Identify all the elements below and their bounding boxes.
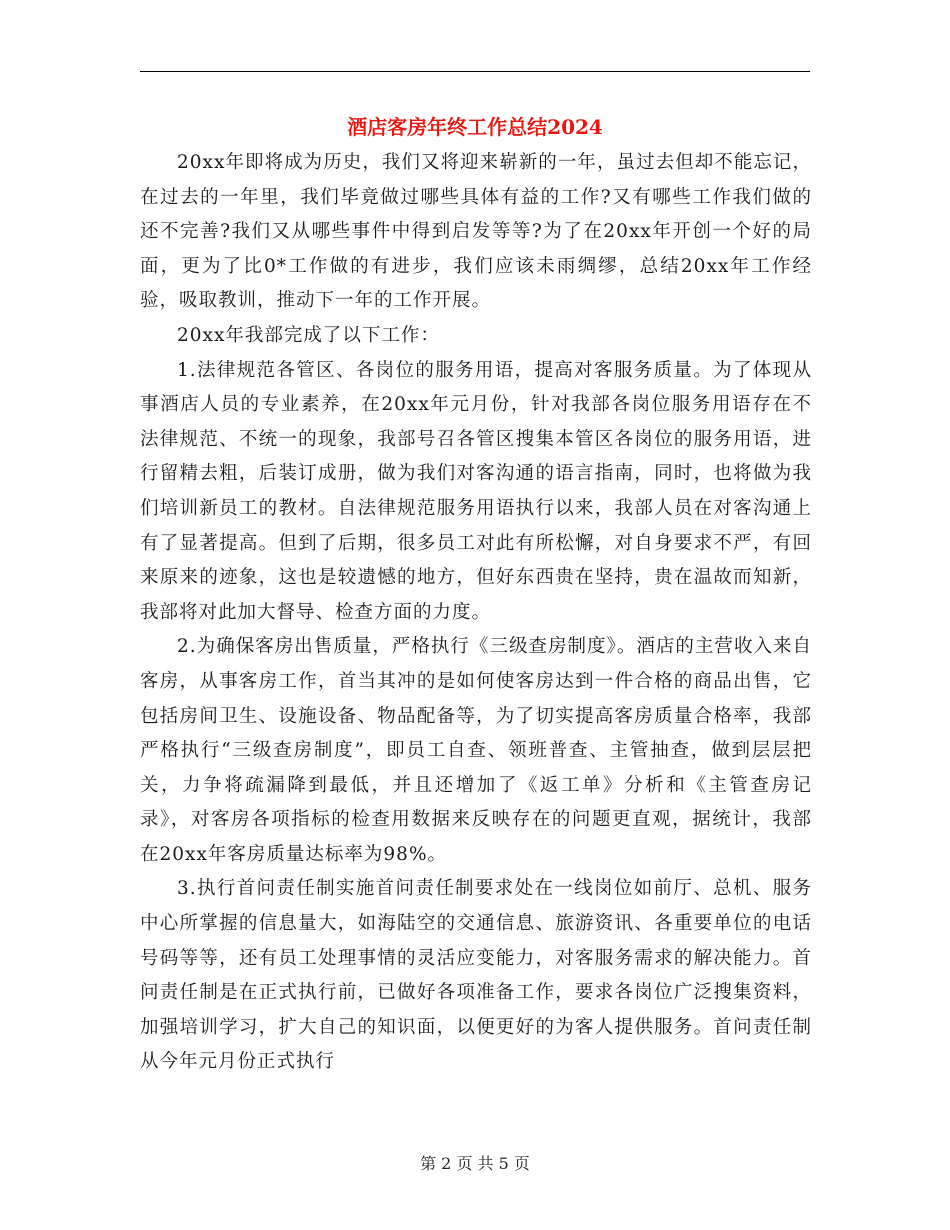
footer-suffix: 页 xyxy=(513,1154,530,1173)
paragraph-intro: 20xx年即将成为历史，我们又将迎来崭新的一年，虽过去但却不能忘记，在过去的一年里，我们毕竟做过哪些具体有益的工作?又有哪些工作我们做的还不完善?我们又从哪些事件中得到启发等等?为了在20xx年开创一个好的局面，更为了比0*工作做的有进步，我们应该未雨绸缪，总结20xx年工作经验，吸取教训，推动下一年的工作开展。 xyxy=(140,152,812,312)
page-title: 酒店客房年终工作总结2024 xyxy=(347,115,603,139)
footer-prefix: 第 xyxy=(420,1154,437,1173)
footer-middle: 页 共 xyxy=(456,1154,494,1173)
paragraph-item-1: 1.法律规范各管区、各岗位的服务用语，提高对客服务质量。为了体现从事酒店人员的专业素养，在20xx年元月份，针对我部各岗位服务用语存在不法律规范、不统一的现象，我部号召各管区搜集本管区各岗位的服务用语，进行留精去粗，后装订成册，做为我们对客沟通的语言指南，同时，也将做为我们培训新员工的教材。自法律规范服务用语执行以来，我部人员在对客沟通上有了显著提高。但到了后期，很多员工对此有所松懈，对自身要求不严，有回来原来的迹象，这也是较遗憾的地方，但好东西贵在坚持，贵在温故而知新，我部将对此加大督导、检查方面的力度。 xyxy=(140,359,812,623)
paragraph-summary-lead: 20xx年我部完成了以下工作： xyxy=(177,324,440,346)
footer-total-pages: 5 xyxy=(498,1154,509,1173)
paragraph-item-3: 3.执行首问责任制实施首问责任制要求处在一线岗位如前厅、总机、服务中心所掌握的信息量大，如海陆空的交通信息、旅游资讯、各重要单位的电话号码等等，还有员工处理事情的灵活应变能力，对客服务需求的解决能力。首问责任制是在正式执行前，已做好各项准备工作，要求各岗位广泛搜集资料，加强培训学习，扩大自己的知识面，以便更好的为客人提供服务。首问责任制从今年元月份正式执行 xyxy=(140,878,812,1073)
document-body xyxy=(140,146,812,1080)
footer-current-page: 2 xyxy=(441,1154,452,1173)
paragraph-item-2: 2.为确保客房出售质量，严格执行《三级查房制度》。酒店的主营收入来自客房，从事客房工作，首当其冲的是如何使客房达到一件合格的商品出售，它包括房间卫生、设施设备、物品配备等，为了切实提高客房质量合格率，我部严格执行“三级查房制度”，即员工自查、领班普查、主管抽查，做到层层把关，力争将疏漏降到最低，并且还增加了《返工单》分析和《主管查房记录》，对客房各项指标的检查用数据来反映存在的问题更直观，据统计，我部在20xx年客房质量达标率为98%。 xyxy=(140,636,812,865)
page-footer xyxy=(0,1153,950,1175)
header-rule xyxy=(140,71,810,72)
